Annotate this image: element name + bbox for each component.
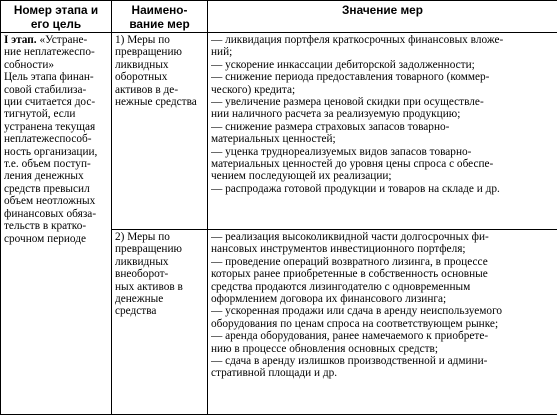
table-row <box>1 33 557 230</box>
measure-name-cell <box>112 230 208 415</box>
measure-name-line: нежные средства <box>115 96 204 108</box>
list-item-line: — снижение размера страховых запасов товарно- <box>211 121 554 133</box>
header-stage: Номер этапа и его цель <box>1 1 112 33</box>
list-item-line: — аренда оборудования, ранее намечаемого к приобрете- <box>211 330 554 342</box>
stage-text-line: срочном периоде <box>4 233 108 245</box>
list-item-line: — ликвидация портфеля краткосрочных финансовых вложе- <box>211 34 554 46</box>
list-item-line: которых ранее приобретенные в собственность основные <box>211 268 554 280</box>
measure-meaning-cell <box>208 33 557 230</box>
list-item-line: — реализация высоколиквидной части долгосрочных фи- <box>211 231 554 243</box>
measure-name-line: ликвидных <box>115 256 204 268</box>
list-item <box>211 256 554 306</box>
measure-name-line: оборотных <box>115 71 204 83</box>
stage-text-line: т.е. объем поступ- <box>4 158 108 170</box>
list-item-line: нию в процессе обновления основных средств; <box>211 343 554 355</box>
measure-name-2 <box>115 231 204 318</box>
list-item-line: — сдача в аренду излишков производственной и админи- <box>211 355 554 367</box>
list-item <box>211 330 554 355</box>
list-item-line: — уценка труднореализуемых видов запасов товарно- <box>211 146 554 158</box>
stage-title: I этап. <box>4 34 37 46</box>
stage-text-line: финансовых обяза- <box>4 208 108 220</box>
list-item-line: чением последующей их реализации; <box>211 170 554 182</box>
stage-text-line: тельств в кратко- <box>4 220 108 232</box>
list-item-line: оформлением договора их финансового лизинга; <box>211 293 554 305</box>
list-item-line: ний; <box>211 46 554 58</box>
list-item <box>211 183 554 195</box>
list-item <box>211 305 554 330</box>
measure-name-line: превращению <box>115 243 204 255</box>
list-item-line: — ускоренная продажи или сдача в аренду неиспользуемого <box>211 305 554 317</box>
measure-name-line: превращению <box>115 46 204 58</box>
measure-name-line: средства <box>115 305 204 317</box>
stage-text-line: неплатежеспособ- <box>4 133 108 145</box>
stage-text-line: тигнутой, если <box>4 108 108 120</box>
list-item-line: ческого) кредита; <box>211 84 554 96</box>
measure-meaning-cell <box>208 230 557 415</box>
measure-list-2 <box>211 231 554 380</box>
table-header-row <box>1 1 557 33</box>
list-item-line: нии наличного расчета за реализуемую продукцию; <box>211 108 554 120</box>
list-item <box>211 231 554 256</box>
list-item-line: — распродажа готовой продукции и товаров на складе и др. <box>211 183 554 195</box>
list-item-line: — увеличение размера ценовой скидки при осуществле- <box>211 96 554 108</box>
stage-title-rest: «Устране- <box>37 34 88 46</box>
list-item <box>211 59 554 71</box>
stage-text-line: совой стабилиза- <box>4 84 108 96</box>
list-item-line: — проведение операций возвратного лизинга, в процессе <box>211 256 554 268</box>
list-item-line: — ускорение инкассации дебиторской задолженности; <box>211 59 554 71</box>
stage-text-line: Цель этапа финан- <box>4 71 108 83</box>
stage-text-line: ность организации, <box>4 146 108 158</box>
stage-description <box>4 46 108 245</box>
list-item-line: материальных ценностей до уровня цены спроса с обеспе- <box>211 158 554 170</box>
measure-name-line: активов в де- <box>115 84 204 96</box>
stage-text-line: объем неотложных <box>4 195 108 207</box>
list-item <box>211 355 554 380</box>
measure-name-cell <box>112 33 208 230</box>
measure-name-line: ликвидных <box>115 59 204 71</box>
list-item <box>211 34 554 59</box>
list-item-line: стративной площади и др. <box>211 367 554 379</box>
list-item-line: материальных ценностей; <box>211 133 554 145</box>
stage-text-line: ние неплатежеспо- <box>4 46 108 58</box>
list-item <box>211 121 554 146</box>
list-item <box>211 71 554 96</box>
measure-name-line: денежные <box>115 293 204 305</box>
stage-text-line: ления денежных <box>4 170 108 182</box>
list-item <box>211 96 554 121</box>
measure-name-line: 1) Меры по <box>115 34 204 46</box>
list-item <box>211 146 554 183</box>
stage-cell <box>1 33 112 415</box>
stage-title-line <box>4 34 108 46</box>
list-item-line: — снижение периода предоставления товарного (коммер- <box>211 71 554 83</box>
stage-text-line: собности» <box>4 59 108 71</box>
list-item-line: средства продаются лизингодателю с одновременным <box>211 281 554 293</box>
stage-text-line: средств превысил <box>4 183 108 195</box>
measure-name-line: 2) Меры по <box>115 231 204 243</box>
header-measure-meaning: Значение мер <box>208 1 557 33</box>
stage-text-line: ции считается дос- <box>4 96 108 108</box>
measure-name-1 <box>115 34 204 108</box>
measure-name-line: внеоборот- <box>115 268 204 280</box>
header-measure-name: Наимено-вание мер <box>112 1 208 33</box>
measure-list-1 <box>211 34 554 195</box>
list-item-line: нансовых инструментов инвестиционного портфеля; <box>211 243 554 255</box>
list-item-line: оборудования по ценам спроса на соответствующем рынке; <box>211 318 554 330</box>
measure-name-line: ных активов в <box>115 281 204 293</box>
stage-text-line: устранена текущая <box>4 121 108 133</box>
